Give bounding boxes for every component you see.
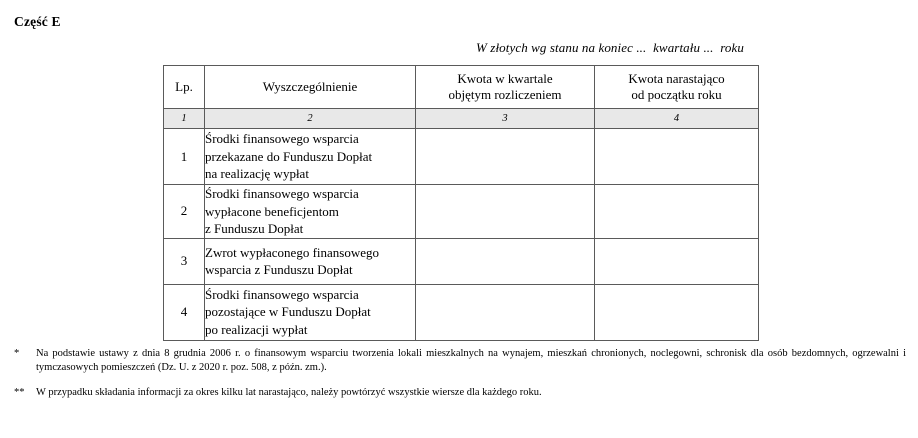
row-description-line3: po realizacji wypłat (205, 321, 308, 337)
column-header-quarter-amount-line1: Kwota w kwartale (457, 71, 553, 86)
footnote-single-asterisk (14, 347, 906, 374)
page-title: Część E (14, 14, 61, 29)
row-index: 2 (164, 185, 205, 239)
cell-quarter-amount[interactable] (416, 185, 595, 239)
row-description-line2: pozostające w Funduszu Dopłat (205, 304, 371, 320)
row-description (205, 129, 416, 185)
cell-cumulative-amount[interactable] (595, 284, 759, 340)
row-index: 1 (164, 129, 205, 185)
row-description (205, 284, 416, 340)
cell-quarter-amount[interactable] (416, 129, 595, 185)
row-description-line2: przekazane do Funduszu Dopłat (205, 148, 373, 164)
column-header-lp: Lp. (164, 66, 205, 109)
row-index: 3 (164, 238, 205, 284)
row-description-line1: Środki finansowego wsparcia (205, 286, 359, 302)
cell-cumulative-amount[interactable] (595, 129, 759, 185)
row-description-line1: Zwrot wypłaconego finansowego (205, 244, 380, 260)
column-header-cumulative-amount-line1: Kwota narastająco (628, 71, 725, 86)
cell-cumulative-amount[interactable] (595, 185, 759, 239)
column-number-3: 3 (416, 109, 595, 129)
row-index: 4 (164, 284, 205, 340)
column-number-2: 2 (205, 109, 416, 129)
cell-quarter-amount[interactable] (416, 284, 595, 340)
cell-quarter-amount[interactable] (416, 238, 595, 284)
row-description-line1: Środki finansowego wsparcia (205, 131, 359, 147)
column-header-quarter-amount-line2: objętym rozliczeniem (448, 87, 562, 102)
column-header-cumulative-amount (595, 66, 759, 109)
form-table-container (163, 65, 758, 341)
table-row (164, 284, 759, 340)
table-row (164, 185, 759, 239)
table-row (164, 129, 759, 185)
column-number-4: 4 (595, 109, 759, 129)
table-caption: W złotych wg stanu na koniec ... kwartału ... roku (476, 40, 744, 55)
column-number-1: 1 (164, 109, 205, 129)
table-header-row (164, 66, 759, 109)
footnote-text: W przypadku składania informacji za okres kilku lat narastająco, należy powtórzyć wszystkie wiersze dla każdego roku. (36, 387, 542, 398)
column-header-description: Wyszczególnienie (205, 66, 416, 109)
row-description-line3: na realizację wypłat (205, 166, 309, 182)
financial-support-table (163, 65, 759, 341)
row-description-line2: wsparcia z Funduszu Dopłat (205, 262, 353, 277)
footnote-double-asterisk (14, 386, 906, 400)
footnotes-section (14, 347, 906, 412)
table-header (164, 66, 759, 129)
column-header-cumulative-amount-line2: od początku roku (631, 87, 722, 102)
column-number-row (164, 109, 759, 129)
footnote-marker: * (14, 348, 20, 359)
row-description-line3: z Funduszu Dopłat (205, 221, 304, 236)
row-description-line2: wypłacone beneficjentom (205, 203, 339, 219)
row-description (205, 185, 416, 239)
table-row (164, 238, 759, 284)
footnote-marker: ** (14, 387, 25, 398)
footnote-text: Na podstawie ustawy z dnia 8 grudnia 2006 r. o finansowym wsparciu tworzenia lokali mieszkalnych na wynajem, mieszkań chronionych, noclegowni, schronisk dla osób bezdomnych, ogrzewalni i tymczasowych pomieszczeń (Dz. U. z 2020 r. poz. 508, z późn. zm.). (36, 348, 906, 373)
column-header-quarter-amount (416, 66, 595, 109)
row-description (205, 238, 416, 284)
cell-cumulative-amount[interactable] (595, 238, 759, 284)
table-body (164, 129, 759, 341)
row-description-line1: Środki finansowego wsparcia (205, 186, 359, 201)
